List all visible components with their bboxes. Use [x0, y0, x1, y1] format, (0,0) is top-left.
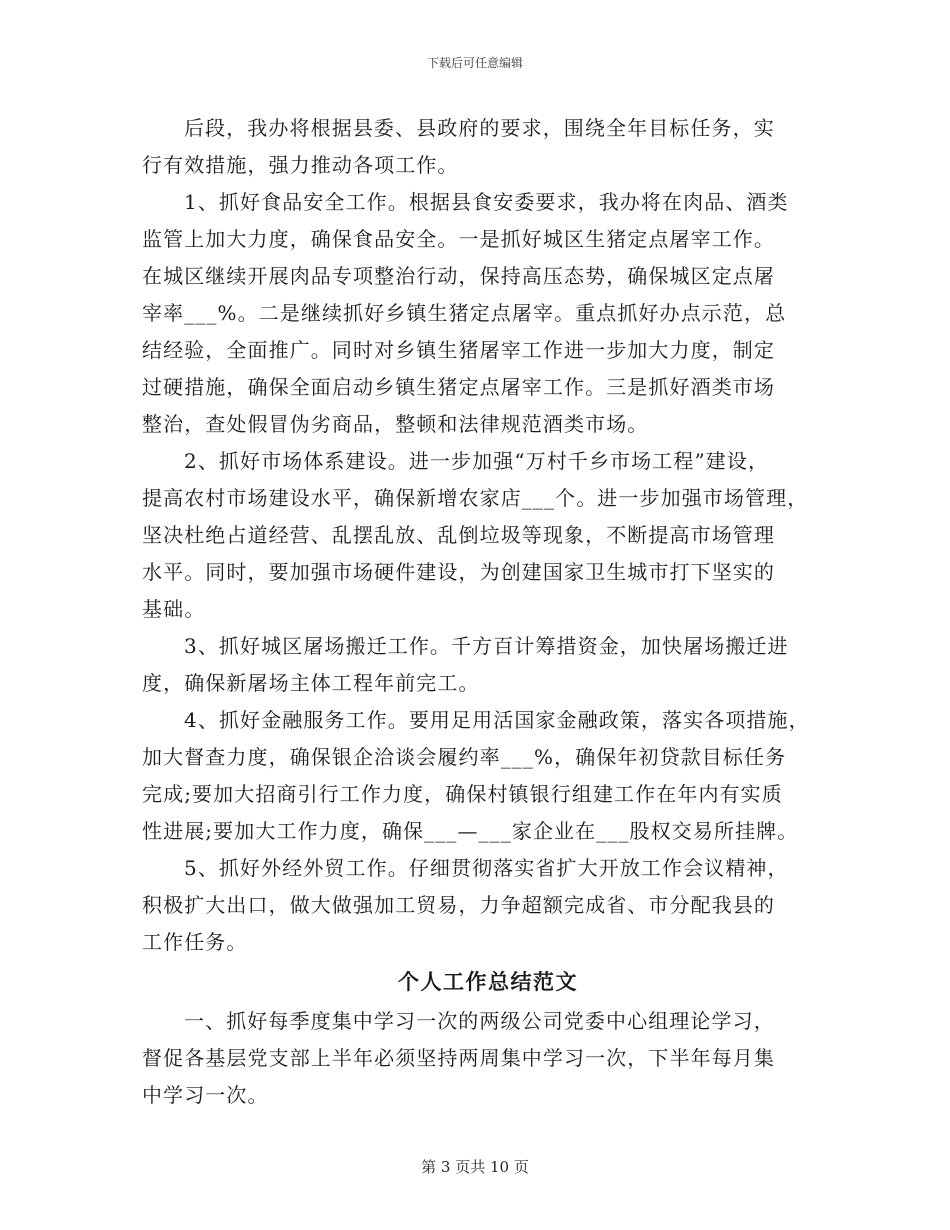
text-line: 整治，查处假冒伪劣商品，整顿和法律规范酒类市场。 — [142, 412, 649, 436]
text-line: 1、抓好食品安全工作。根据县食安委要求，我办将在肉品、酒类 — [184, 190, 789, 214]
paragraph-market-system — [142, 443, 814, 628]
document-body — [142, 110, 814, 1114]
page-number: 第 3 页共 10 页 — [421, 1158, 529, 1176]
text-line: 5、抓好外经外贸工作。仔细贯彻落实省扩大开放工作会议精神， — [184, 856, 789, 880]
paragraph-foreign-trade — [142, 850, 814, 961]
paragraph-intro — [142, 110, 814, 184]
text-line: 提高农村市场建设水平，确保新增农家店___个。进一步加强市场管理， — [142, 486, 809, 510]
text-line: 在城区继续开展肉品专项整治行动，保持高压态势，确保城区定点屠 — [142, 264, 775, 288]
text-line: 坚决杜绝占道经营、乱摆乱放、乱倒垃圾等现象，不断提高市场管理 — [142, 523, 775, 547]
text-line: 中学习一次。 — [142, 1083, 269, 1107]
text-line: 后段，我办将根据县委、县政府的要求，围绕全年目标任务，实 — [184, 116, 775, 140]
text-line: 督促各基层党支部上半年必须坚持两周集中学习一次，下半年每月集 — [142, 1046, 775, 1070]
text-line: 4、抓好金融服务工作。要用足用活国家金融政策，落实各项措施， — [184, 708, 810, 732]
text-line: 积极扩大出口，做大做强加工贸易，力争超额完成省、市分配我县的 — [142, 893, 775, 917]
paragraph-finance — [142, 702, 814, 850]
text-line: 工作任务。 — [142, 930, 248, 954]
text-line: 基础。 — [142, 597, 206, 621]
text-line: 水平。同时，要加强市场硬件建设，为创建国家卫生城市打下坚实的 — [142, 560, 775, 584]
text-line: 宰率___%。二是继续抓好乡镇生猪定点屠宰。重点抓好办点示范，总 — [142, 301, 787, 325]
text-line: 过硬措施，确保全面启动乡镇生猪定点屠宰工作。三是抓好酒类市场 — [142, 375, 775, 399]
text-line: 一、抓好每季度集中学习一次的两级公司党委中心组理论学习， — [184, 1009, 775, 1033]
text-line: 性进展;要加大工作力度，确保___—___家企业在___股权交易所挂牌。 — [142, 819, 799, 843]
text-line: 完成;要加大招商引行工作力度，确保村镇银行组建工作在年内有实质 — [142, 782, 783, 806]
section-title: 个人工作总结范文 — [398, 970, 578, 994]
paragraph-study — [142, 1003, 814, 1114]
text-line: 行有效措施，强力推动各项工作。 — [142, 153, 459, 177]
text-line: 结经验，全面推广。同时对乡镇生猪屠宰工作进一步加大力度，制定 — [142, 338, 775, 362]
text-line: 加大督查力度，确保银企洽谈会履约率___%，确保年初贷款目标任务 — [142, 745, 787, 769]
text-line: 监管上加大力度，确保食品安全。一是抓好城区生猪定点屠宰工作。 — [142, 227, 775, 251]
text-line: 2、抓好市场体系建设。进一步加强“万村千乡市场工程”建设， — [184, 449, 770, 473]
page-header-note: 下载后可任意编辑 — [426, 56, 523, 70]
text-line: 度，确保新屠场主体工程年前完工。 — [142, 671, 480, 695]
paragraph-food-safety — [142, 184, 814, 443]
paragraph-slaughterhouse — [142, 628, 814, 702]
text-line: 3、抓好城区屠场搬迁工作。千方百计筹措资金，加快屠场搬迁进 — [184, 634, 789, 658]
